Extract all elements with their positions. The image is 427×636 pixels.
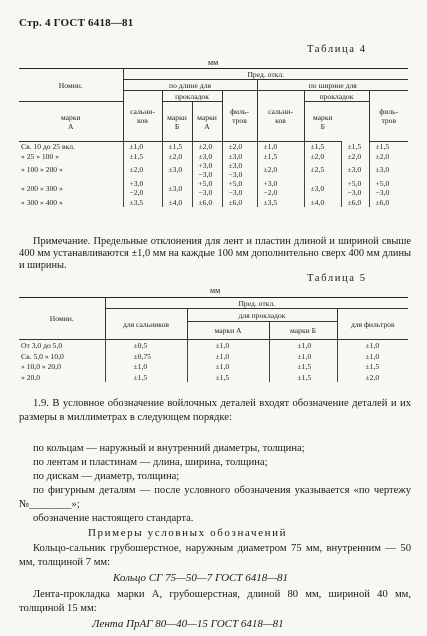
table-cell (341, 152, 369, 162)
table-cell (337, 361, 408, 372)
t4-head-grade-b-2: марки Б (304, 102, 341, 142)
cell-value: ±0,5 (133, 341, 148, 350)
t4-head-by-width: по ширине для (257, 80, 408, 91)
table-cell (257, 161, 304, 179)
t4-head-gaskets-1: прокладок (162, 91, 222, 102)
table-cell (341, 142, 369, 152)
table-cell (337, 351, 408, 362)
table-cell (257, 198, 304, 208)
cell-value: ±1,0 (365, 341, 380, 350)
t4-head-by-length: по длине для (123, 80, 257, 91)
table-row (19, 198, 408, 208)
row-nominal: » 100 » 200 » (19, 161, 123, 179)
row-nominal: Св. 5,0 » 10,0 (19, 351, 105, 362)
cell-value: ±3,5 (129, 197, 144, 207)
cell-value: ±1,0 (129, 142, 144, 151)
cell-value: ±3,0 (228, 151, 243, 161)
cell-value: ±1,5 (347, 141, 362, 151)
cell-value: ±2,0 (198, 142, 213, 151)
table-cell (105, 340, 187, 351)
cell-value: ±2,5 (310, 165, 325, 175)
table-cell (337, 372, 408, 383)
table-cell (192, 152, 222, 162)
table-cell (123, 179, 162, 197)
table-cell (192, 161, 222, 179)
list-item-tapes: по лентам и пластинам — длина, ширина, толщина; (33, 457, 268, 468)
t4-head-grade-a-1: марки А (19, 102, 123, 142)
cell-value: ±3,0 (310, 183, 325, 193)
cell-value: ±1,0 (133, 362, 148, 372)
table5-caption: Таблица 5 (307, 273, 367, 284)
list-item-standard: обозначение настоящего стандарта. (33, 513, 194, 524)
table-row (19, 152, 408, 162)
cell-value: ±2,0 (228, 142, 243, 151)
table-cell (369, 198, 408, 208)
cell-value: ±3,0 (375, 165, 390, 175)
table-row (19, 340, 408, 351)
t5-head-gaskets: для прокладок (187, 309, 337, 322)
table-cell (369, 152, 408, 162)
table-cell (341, 198, 369, 208)
table5 (19, 297, 408, 382)
table-cell (162, 198, 192, 208)
table-cell (269, 361, 337, 372)
cell-value: +5,0 −3,0 (347, 179, 362, 197)
t4-head-nom: Номин. (19, 69, 123, 102)
page-header: Стр. 4 ГОСТ 6418—81 (19, 17, 134, 29)
table-cell (304, 142, 341, 152)
table-cell (341, 179, 369, 197)
cell-value: ±1,5 (310, 142, 325, 151)
t5-head-salniki: для сальников (105, 309, 187, 340)
table-cell (304, 198, 341, 208)
cell-value: ±3,0 (168, 183, 183, 193)
cell-value: +5,0 −3,0 (228, 179, 243, 197)
row-nominal: От 3,0 до 5,0 (19, 340, 105, 351)
row-nominal: » 200 » 300 » (19, 179, 123, 197)
row-nominal: » 20,0 (19, 372, 105, 383)
cell-value: ±1,0 (297, 351, 312, 361)
cell-value: ±6,0 (347, 197, 362, 207)
table-cell (369, 142, 408, 152)
cell-value: ±1,0 (365, 351, 380, 361)
cell-value: ±4,0 (168, 197, 183, 207)
cell-value: ±2,0 (129, 165, 144, 175)
t5-head-pred: Пред. откл. (105, 298, 408, 309)
cell-value: ±3,0 (168, 165, 183, 175)
table-cell (269, 351, 337, 362)
cell-value: ±2,0 (365, 372, 380, 382)
t4-head-grade-a-2: марки А (192, 102, 222, 142)
cell-value: ±3,0 −3,0 (228, 161, 243, 179)
table-cell (222, 152, 257, 162)
row-nominal: Св. 10 до 25 вкл. (19, 142, 123, 152)
example2-text: Лента-прокладка марки А, грубошерстная, длиной 80 мм, шириной 40 мм, толщиной 15 мм: (19, 589, 411, 614)
cell-value: ±1,5 (297, 372, 312, 382)
cell-value: ±1,5 (375, 142, 390, 151)
cell-value: +3,0 −3,0 (198, 161, 213, 179)
table-cell (105, 361, 187, 372)
t5-head-grade-b: марки Б (269, 322, 337, 340)
table-cell (187, 351, 269, 362)
cell-value: +3,0 −2,0 (263, 179, 278, 197)
t4-head-filters-1: филь- тров (222, 91, 257, 142)
table4-caption: Таблица 4 (307, 44, 367, 55)
example1-text: Кольцо-сальник грубошерстное, наружным диаметром 75 мм, внутренним — 50 мм, толщиной 7 мм: (19, 543, 411, 568)
list-item-figured: по фигурным деталям — после условного обозначения указывается «по чертежу №________»; (19, 485, 411, 510)
t4-head-gaskets-2: прокладок (304, 91, 369, 102)
cell-value: +5,0 −3,0 (198, 179, 213, 197)
table-cell (222, 142, 257, 152)
t5-head-filters: для фильтров (337, 309, 408, 340)
table-cell (257, 142, 304, 152)
table4-unit: мм (208, 58, 219, 67)
table-cell (123, 142, 162, 152)
cell-value: ±1,5 (133, 372, 148, 382)
cell-value: ±1,5 (215, 372, 230, 382)
table-cell (192, 142, 222, 152)
row-nominal: » 25 » 100 » (19, 152, 123, 162)
cell-value: ±1,5 (263, 151, 278, 161)
cell-value: +5,0 −3,0 (375, 179, 390, 197)
table-cell (341, 161, 369, 179)
table-cell (187, 340, 269, 351)
cell-value: ±1,5 (365, 362, 380, 372)
cell-value: ±6,0 (198, 197, 213, 207)
table4 (19, 68, 408, 207)
cell-value: ±2,0 (347, 151, 362, 161)
table-row (19, 351, 408, 362)
table-cell (222, 161, 257, 179)
cell-value: ±1,0 (215, 362, 230, 372)
table-cell (337, 340, 408, 351)
table-cell (192, 198, 222, 208)
table-cell (105, 351, 187, 362)
table-cell (269, 340, 337, 351)
cell-value: ±6,0 (228, 197, 243, 207)
table-cell (269, 372, 337, 383)
table-row (19, 161, 408, 179)
table-cell (222, 179, 257, 197)
table-cell (257, 179, 304, 197)
table-cell (162, 152, 192, 162)
row-nominal: » 10,0 » 20,0 (19, 361, 105, 372)
table-cell (105, 372, 187, 383)
table-cell (162, 161, 192, 179)
cell-value: ±3,0 (347, 165, 362, 175)
cell-value: ±4,0 (310, 197, 325, 207)
table-row (19, 361, 408, 372)
table-row (19, 179, 408, 197)
cell-value: ±2,0 (375, 151, 390, 161)
cell-value: ±0,75 (133, 351, 151, 361)
examples-title: Примеры условных обозначений (88, 527, 288, 539)
table-cell (257, 152, 304, 162)
cell-value: ±2,0 (263, 165, 278, 175)
table-cell (187, 372, 269, 383)
table-row (19, 372, 408, 383)
cell-value: ±1,0 (215, 351, 230, 361)
cell-value: ±1,5 (129, 151, 144, 161)
cell-value: ±2,0 (310, 151, 325, 161)
t4-head-salniki-2: сальни- ков (257, 91, 304, 142)
table-cell (369, 179, 408, 197)
example2-code: Лента ПрАГ 80—40—15 ГОСТ 6418—81 (92, 618, 284, 630)
table-cell (187, 361, 269, 372)
table-row (19, 142, 408, 152)
table5-body (19, 340, 408, 383)
cell-value: ±1,0 (215, 341, 230, 350)
cell-value: ±1,5 (297, 362, 312, 372)
cell-value: ±1,0 (263, 142, 278, 151)
t4-head-filters-2: филь- тров (369, 91, 408, 142)
t4-head-pred: Пред. откл. (123, 69, 408, 80)
table-cell (222, 198, 257, 208)
cell-value: +3,0 −2,0 (129, 179, 144, 197)
cell-value: ±1,5 (168, 142, 183, 151)
row-nominal: » 300 » 400 » (19, 198, 123, 208)
table-cell (123, 198, 162, 208)
list-item-discs: по дискам — диаметр, толщина; (33, 471, 180, 482)
table5-unit: мм (210, 286, 221, 295)
table-cell (123, 152, 162, 162)
table4-body (19, 142, 408, 208)
t4-head-grade-b-1: марки Б (162, 102, 192, 142)
cell-value: ±2,0 (168, 151, 183, 161)
table-cell (304, 179, 341, 197)
list-item-rings: по кольцам — наружный и внутренний диаметры, толщина; (33, 443, 305, 454)
cell-value: ±6,0 (375, 197, 390, 207)
table-cell (123, 161, 162, 179)
table-cell (304, 152, 341, 162)
cell-value: ±3,0 (198, 151, 213, 161)
table-cell (192, 179, 222, 197)
t5-head-nom: Номин. (19, 298, 105, 340)
table-cell (162, 142, 192, 152)
t5-head-grade-a: марки А (187, 322, 269, 340)
cell-value: ±3,5 (263, 197, 278, 207)
cell-value: ±1,0 (297, 341, 312, 350)
table-cell (162, 179, 192, 197)
table4-note: Примечание. Предельные отклонения для лент и пластин длиной и шириной свыше 400 мм устанавливаются ±1,0 мм на каждые 100 мм дополнительно сверх 400 мм длины и ширины. (19, 236, 411, 272)
example1-code: Кольцо СГ 75—50—7 ГОСТ 6418—81 (113, 572, 288, 584)
table-cell (369, 161, 408, 179)
table-cell (304, 161, 341, 179)
section-paragraph: 1.9. В условное обозначение войлочных деталей входят обозначение деталей и их размеры в миллиметрах в следующем порядке: (19, 398, 411, 423)
t4-head-salniki-1: сальни- ков (123, 91, 162, 142)
